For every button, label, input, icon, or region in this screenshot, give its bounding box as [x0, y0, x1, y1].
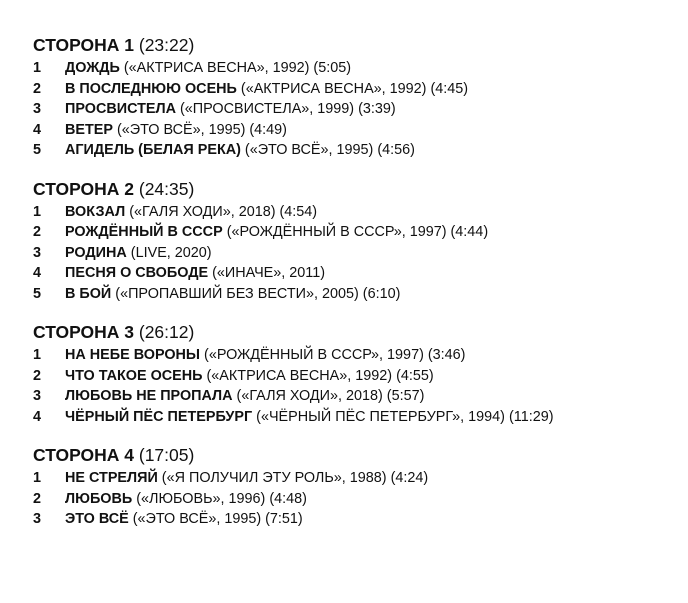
track-row: [33, 345, 673, 366]
track-row: [33, 79, 673, 100]
track-info: («РОЖДЁННЫЙ В СССР», 1997) (3:46): [204, 347, 466, 363]
track-title: ЧЁРНЫЙ ПЁС ПЕТЕРБУРГ: [65, 408, 253, 425]
track-title: ПЕСНЯ О СВОБОДЕ: [65, 265, 209, 281]
track-number: 1: [33, 60, 42, 76]
track-number: 1: [33, 470, 42, 486]
track-title: ВЕТЕР: [65, 121, 113, 138]
track-number: 4: [33, 265, 42, 281]
track-title: ЛЮБОВЬ НЕ ПРОПАЛА: [65, 388, 233, 404]
track-info: («ЭТО ВСЁ», 1995) (4:49): [116, 121, 287, 138]
track-title: РОДИНА: [65, 244, 127, 261]
side-4: [33, 444, 673, 530]
track-number: 5: [33, 285, 42, 302]
side-title: СТОРОНА 1: [33, 35, 134, 55]
track-info: («ПРОПАВШИЙ БЕЗ ВЕСТИ», 2005) (6:10): [115, 285, 401, 302]
side-1: [33, 34, 673, 161]
track-info: («ЛЮБОВЬ», 1996) (4:48): [136, 490, 307, 507]
track-row: [33, 202, 673, 223]
track-row: [33, 120, 673, 141]
track-info: («РОЖДЁННЫЙ В СССР», 1997) (4:44): [226, 224, 489, 240]
track-info: («АКТРИСА ВЕСНА», 1992) (4:55): [206, 367, 434, 384]
track-number: 1: [33, 203, 42, 220]
side-2: [33, 178, 673, 305]
track-info: («ЧЁРНЫЙ ПЁС ПЕТЕРБУРГ», 1994) (11:29): [256, 408, 554, 425]
track-title: ЧТО ТАКОЕ ОСЕНЬ: [65, 367, 203, 384]
side-duration: (17:05): [138, 445, 195, 465]
track-title: ВОКЗАЛ: [65, 203, 126, 220]
track-row: [33, 366, 673, 387]
side-header: [33, 321, 673, 343]
track-number: 4: [33, 121, 42, 138]
track-title: НА НЕБЕ ВОРОНЫ: [65, 347, 201, 363]
track-info: («ГАЛЯ ХОДИ», 2018) (4:54): [129, 203, 318, 220]
track-title: АГИДЕЛЬ (БЕЛАЯ РЕКА): [65, 142, 241, 158]
track-info: («АКТРИСА ВЕСНА», 1992) (4:45): [240, 80, 469, 97]
track-row: [33, 140, 673, 161]
track-title: ЛЮБОВЬ: [65, 490, 133, 507]
track-number: 2: [33, 490, 42, 507]
track-info: («ПРОСВИСТЕЛА», 1999) (3:39): [180, 101, 396, 117]
track-title: ЭТО ВСЁ: [65, 511, 129, 527]
track-row: [33, 99, 673, 120]
track-number: 2: [33, 80, 42, 97]
track-row: [33, 263, 673, 284]
track-number: 3: [33, 101, 42, 117]
track-row: [33, 489, 673, 510]
side-3: [33, 321, 673, 427]
track-number: 4: [33, 408, 42, 425]
side-title: СТОРОНА 4: [33, 445, 134, 465]
side-duration: (26:12): [138, 322, 195, 342]
track-row: [33, 58, 673, 79]
track-title: НЕ СТРЕЛЯЙ: [65, 470, 158, 486]
side-duration: (24:35): [138, 178, 195, 199]
track-info: («ЭТО ВСЁ», 1995) (7:51): [132, 511, 303, 527]
track-row: [33, 386, 673, 407]
side-title: СТОРОНА 2: [33, 178, 134, 199]
track-number: 1: [33, 347, 42, 363]
side-header: [33, 178, 673, 200]
track-info: («ЭТО ВСЁ», 1995) (4:56): [244, 142, 415, 158]
track-number: 3: [33, 244, 42, 261]
track-info: («ИНАЧЕ», 2011): [212, 265, 326, 281]
track-title: В БОЙ: [65, 285, 112, 302]
track-info: («АКТРИСА ВЕСНА», 1992) (5:05): [123, 60, 352, 76]
track-title: В ПОСЛЕДНЮЮ ОСЕНЬ: [65, 80, 237, 97]
track-row: [33, 284, 673, 305]
track-row: [33, 222, 673, 243]
track-info: («Я ПОЛУЧИЛ ЭТУ РОЛЬ», 1988) (4:24): [161, 470, 429, 486]
side-title: СТОРОНА 3: [33, 322, 134, 342]
track-title: ДОЖДЬ: [65, 60, 120, 76]
track-row: [33, 407, 673, 428]
side-duration: (23:22): [138, 35, 195, 55]
track-row: [33, 468, 673, 489]
side-header: [33, 444, 673, 466]
track-number: 2: [33, 367, 42, 384]
track-info: («ГАЛЯ ХОДИ», 2018) (5:57): [236, 388, 425, 404]
track-number: 2: [33, 224, 42, 240]
tracklist: [33, 34, 673, 530]
track-number: 3: [33, 388, 42, 404]
track-number: 3: [33, 511, 42, 527]
track-number: 5: [33, 142, 42, 158]
track-info: (LIVE, 2020): [130, 244, 212, 261]
track-row: [33, 243, 673, 264]
track-title: ПРОСВИСТЕЛА: [65, 101, 176, 117]
side-header: [33, 34, 673, 56]
track-row: [33, 509, 673, 530]
track-title: РОЖДЁННЫЙ В СССР: [65, 224, 223, 240]
